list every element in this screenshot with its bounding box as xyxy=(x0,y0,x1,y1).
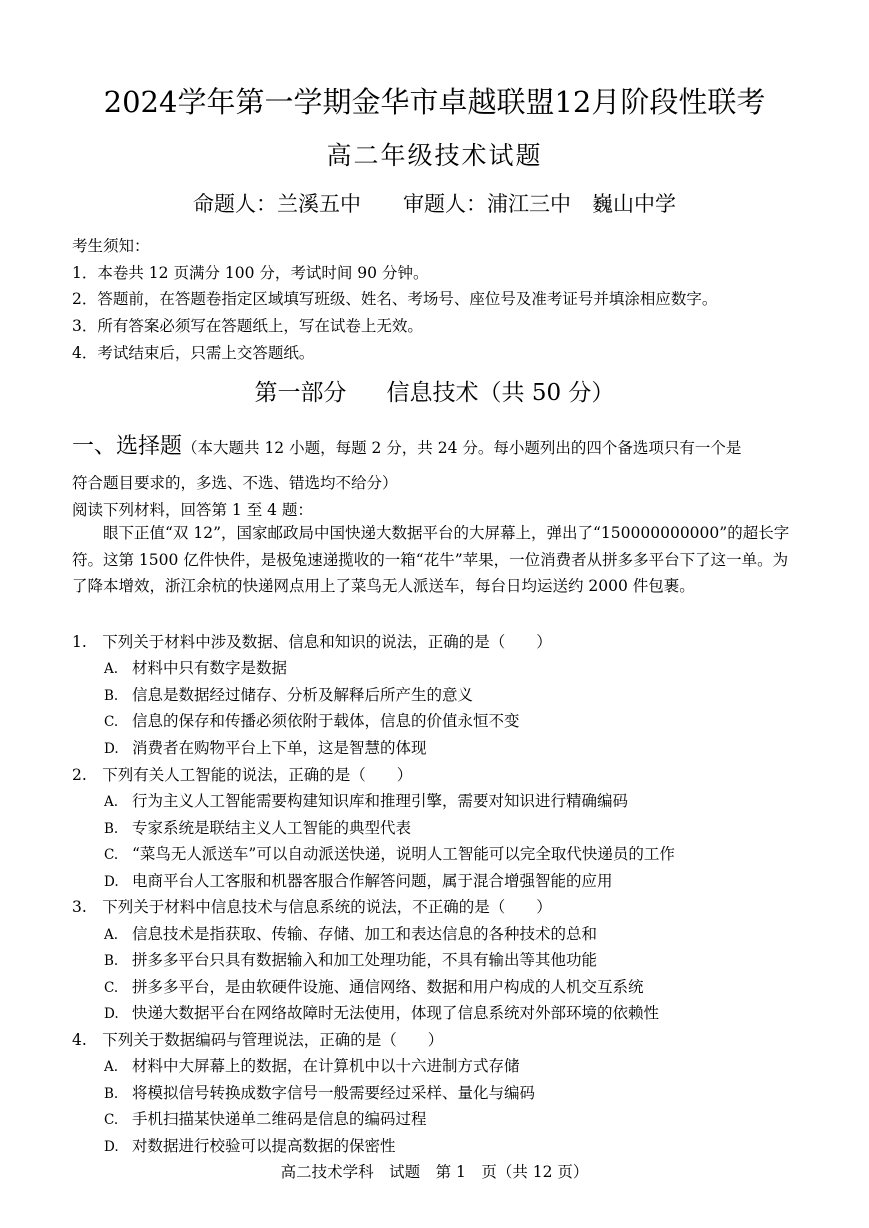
reading-prompt: 阅读下列材料，回答第 1 至 4 题： xyxy=(72,501,313,519)
option: D. 对数据进行校验可以提高数据的保密性 xyxy=(104,1137,396,1155)
option: D. 电商平台人工客服和机器客服合作解答问题，属于混合增强智能的应用 xyxy=(104,872,613,890)
option: B. 信息是数据经过储存、分析及解释后所产生的意义 xyxy=(104,686,474,704)
authors-line xyxy=(0,188,869,218)
option: A. 材料中大屏幕上的数据，在计算机中以十六进制方式存储 xyxy=(104,1057,520,1075)
notice-item: 1．本卷共 12 页满分 100 分，考试时间 90 分钟。 xyxy=(72,264,429,282)
exam-title: 2024学年第一学期金华市卓越联盟12月阶段性联考 xyxy=(103,85,766,119)
part-subject: 信息技术（共 50 分） xyxy=(386,380,615,406)
option: C. 拼多多平台，是由软硬件设施、通信网络、数据和用户构成的人机交互系统 xyxy=(104,978,644,996)
option: B. 将模拟信号转换成数字信号一般需要经过采样、量化与编码 xyxy=(104,1084,536,1102)
option: B. 拼多多平台只具有数据输入和加工处理功能，不具有输出等其他功能 xyxy=(104,951,598,969)
option: C. 信息的保存和传播必须依附于载体，信息的价值永恒不变 xyxy=(104,712,520,730)
section-heading xyxy=(72,429,741,460)
question-stem: 4. 下列关于数据编码与管理说法，正确的是（ ） xyxy=(72,1031,444,1049)
option: B. 专家系统是联结主义人工智能的典型代表 xyxy=(104,819,412,837)
exam-subtitle: 高二年级技术试题 xyxy=(326,141,543,170)
notice-item: 4．考试结束后，只需上交答题纸。 xyxy=(72,344,315,362)
notice-heading: 考生须知： xyxy=(72,237,150,255)
notice-item: 2．答题前，在答题卷指定区域填写班级、姓名、考场号、座位号及准考证号并填涂相应数字。 xyxy=(72,290,718,308)
option: C. 手机扫描某快递单二维码是信息的编码过程 xyxy=(104,1110,427,1128)
option: D. 消费者在购物平台上下单，这是智慧的体现 xyxy=(104,739,427,757)
section-title: 一、选择题 xyxy=(72,434,183,459)
section-instructions: （本大题共 12 小题，每题 2 分，共 24 分。每小题列出的四个备选项只有一个是 xyxy=(182,439,742,457)
reviewer: 审题人：浦江三中 巍山中学 xyxy=(403,192,676,216)
option: A. 行为主义人工智能需要构建知识库和推理引擎，需要对知识进行精确编码 xyxy=(104,792,629,810)
question-stem: 2. 下列有关人工智能的说法，正确的是（ ） xyxy=(72,766,413,784)
section-instructions-cont: 符合题目要求的，多选、不选、错选均不给分） xyxy=(72,474,398,492)
question-stem: 1. 下列关于材料中涉及数据、信息和知识的说法，正确的是（ ） xyxy=(72,633,552,651)
setter: 命题人：兰溪五中 xyxy=(193,192,361,216)
option: D. 快递大数据平台在网络故障时无法使用，体现了信息系统对外部环境的依赖性 xyxy=(104,1004,660,1022)
notice-item: 3．所有答案必须写在答题纸上，写在试卷上无效。 xyxy=(72,317,423,335)
question-stem: 3. 下列关于材料中信息技术与信息系统的说法，不正确的是（ ） xyxy=(72,898,552,916)
option: C. “菜鸟无人派送车”可以自动派送快递，说明人工智能可以完全取代快递员的工作 xyxy=(104,845,675,863)
option: A. 材料中只有数字是数据 xyxy=(104,659,288,677)
page-footer: 高二技术学科 试题 第 1 页（共 12 页） xyxy=(280,1163,589,1181)
reading-material: 眼下正值“双 12”，国家邮政局中国快递大数据平台的大屏幕上，弹出了“150000000000”的超长字符。这第 1500 亿件快件，是极兔速递揽收的一箱“花牛”苹果，一位消费者从拼多多平台下了这一单。为了降本增效，浙江余杭的快递网点用上了菜鸟无人派送车，每台日均运送约 2000 件包裹。 xyxy=(72,524,790,595)
part-name: 第一部分 xyxy=(254,380,347,406)
option: A. 信息技术是指获取、传输、存储、加工和表达信息的各种技术的总和 xyxy=(104,925,598,943)
part-title xyxy=(0,374,869,407)
